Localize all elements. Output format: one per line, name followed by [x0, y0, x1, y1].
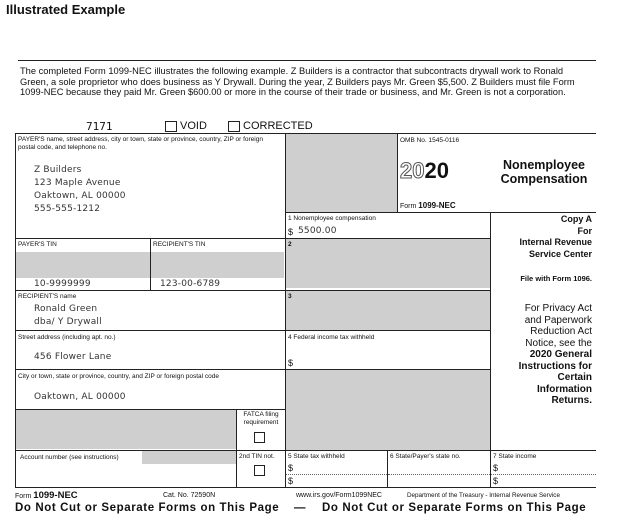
void-checkbox[interactable] [165, 121, 177, 132]
account-shade [142, 451, 236, 464]
divider-row [15, 330, 285, 331]
footer-url: www.irs.gov/Form1099NEC [296, 492, 382, 499]
void-option[interactable] [165, 120, 207, 132]
form-number: Form 1099-NEC [400, 201, 456, 210]
box2-shade [286, 238, 490, 288]
divider-row [15, 238, 490, 239]
footer-warning-left: Do Not Cut or Separate Forms on This Page [15, 502, 280, 514]
corrected-label: CORRECTED [243, 120, 313, 133]
corrected-option[interactable] [228, 120, 313, 132]
dollar-sign: $ [493, 476, 499, 486]
form-code: 7171 [86, 120, 113, 133]
payer-street: 123 Maple Avenue [34, 178, 121, 188]
dotted-divider [388, 474, 490, 475]
divider-row [285, 212, 596, 213]
box1-label: 1 Nonemployee compensation [288, 215, 376, 222]
blank-shade [286, 370, 490, 450]
fatca-label: FATCA filing requirement [243, 411, 279, 426]
recipient-name: Ronald Green [34, 304, 98, 314]
box1-value: 5500.00 [298, 226, 337, 236]
box6-label: 6 State/Payer's state no. [390, 453, 461, 460]
footer-form: Form 1099-NEC [15, 490, 78, 501]
box3-shade [286, 290, 490, 330]
box4-label: 4 Federal income tax withheld [288, 334, 375, 341]
form-bottom-border [15, 487, 596, 488]
street-value: 456 Flower Lane [34, 352, 112, 362]
account-label: Account number (see instructions) [20, 454, 119, 461]
form-heading: Nonemployee Compensation [500, 158, 588, 186]
divider-row [15, 369, 490, 370]
divider-col [387, 450, 388, 488]
shaded-area [286, 134, 397, 212]
recipient-tin-value: 123-00-6789 [160, 279, 221, 289]
fatca-checkbox[interactable] [254, 432, 265, 443]
divider-row [15, 290, 490, 291]
omb-number: OMB No. 1545-0116 [400, 137, 460, 144]
payer-tin-label: PAYER'S TIN [18, 241, 57, 248]
page-title: Illustrated Example [6, 2, 126, 17]
divider-col [285, 133, 286, 488]
box7-label: 7 State income [493, 453, 537, 460]
dotted-divider [286, 474, 387, 475]
box5-label: 5 State tax withheld [288, 453, 345, 460]
divider-row [15, 409, 285, 410]
payer-city: Oaktown, AL 00000 [34, 191, 126, 201]
box2-label: 2 [288, 241, 292, 248]
street-label: Street address (including apt. no.) [18, 334, 116, 341]
divider-col [397, 133, 398, 213]
tax-year: 2020 [400, 158, 449, 183]
city-value: Oaktown, AL 00000 [34, 392, 126, 402]
corrected-checkbox[interactable] [228, 121, 240, 132]
divider-col [236, 409, 237, 488]
fatca-left-shade [16, 409, 236, 449]
dotted-divider [491, 474, 596, 475]
payer-label: PAYER'S name, street address, city or town, state or province, country, ZIP or foreign postal code, and telephone no. [18, 136, 263, 151]
box3-label: 3 [288, 293, 292, 300]
city-label: City or town, state or province, country, and ZIP or foreign postal code [18, 373, 219, 380]
dollar-sign: $ [288, 358, 294, 368]
footer-dept: Department of the Treasury - Internal Revenue Service [407, 492, 560, 499]
form-left-border [15, 133, 16, 488]
form-top-border [15, 133, 596, 134]
footer-warning-right: Do Not Cut or Separate Forms on This Page [322, 502, 587, 514]
recipient-tin-shade [151, 252, 284, 278]
dollar-sign: $ [288, 476, 294, 486]
divider-row [490, 450, 596, 451]
intro-divider [18, 60, 596, 61]
dollar-sign: $ [288, 227, 294, 237]
footer-dash: — [294, 502, 307, 514]
file-with: File with Form 1096. [520, 274, 592, 283]
dollar-sign: $ [288, 463, 294, 473]
tin2-checkbox[interactable] [254, 465, 265, 476]
payer-tin-value: 10-9999999 [34, 279, 91, 289]
payer-phone: 555-555-1212 [34, 204, 101, 214]
copy-a-block: Copy A For Internal Revenue Service Center [519, 214, 592, 259]
recipient-dba: dba/ Y Drywall [34, 317, 102, 327]
footer-cat-no: Cat. No. 72590N [163, 492, 216, 499]
payer-name: Z Builders [34, 165, 82, 175]
divider-col [490, 212, 491, 488]
divider-row [285, 330, 490, 331]
payer-tin-shade [16, 252, 150, 278]
recipient-name-label: RECIPIENT'S name [18, 293, 77, 300]
divider-col [150, 238, 151, 290]
recipient-tin-label: RECIPIENT'S TIN [153, 241, 206, 248]
dollar-sign: $ [493, 463, 499, 473]
divider-row [15, 450, 490, 451]
tin2-label: 2nd TIN not. [239, 453, 275, 460]
privacy-notice: For Privacy Act and Paperwork Reduction Act Notice, see the 2020 General Instructions for Certain Information Returns. [518, 303, 592, 406]
void-label: VOID [180, 120, 207, 133]
intro-paragraph: The completed Form 1099-NEC illustrates the following example. Z Builders is a contractor that subcontracts drywall work to Ronald Green, a sole proprietor who does business as Y Drywall. During the year, Z Builders pays Mr. Green $5,500. Z Builders must file Form 1099-NEC because they paid Mr. Green $600.00 or more in the course of their trade or business, and Mr. Green is not a corporation. [20, 66, 575, 98]
